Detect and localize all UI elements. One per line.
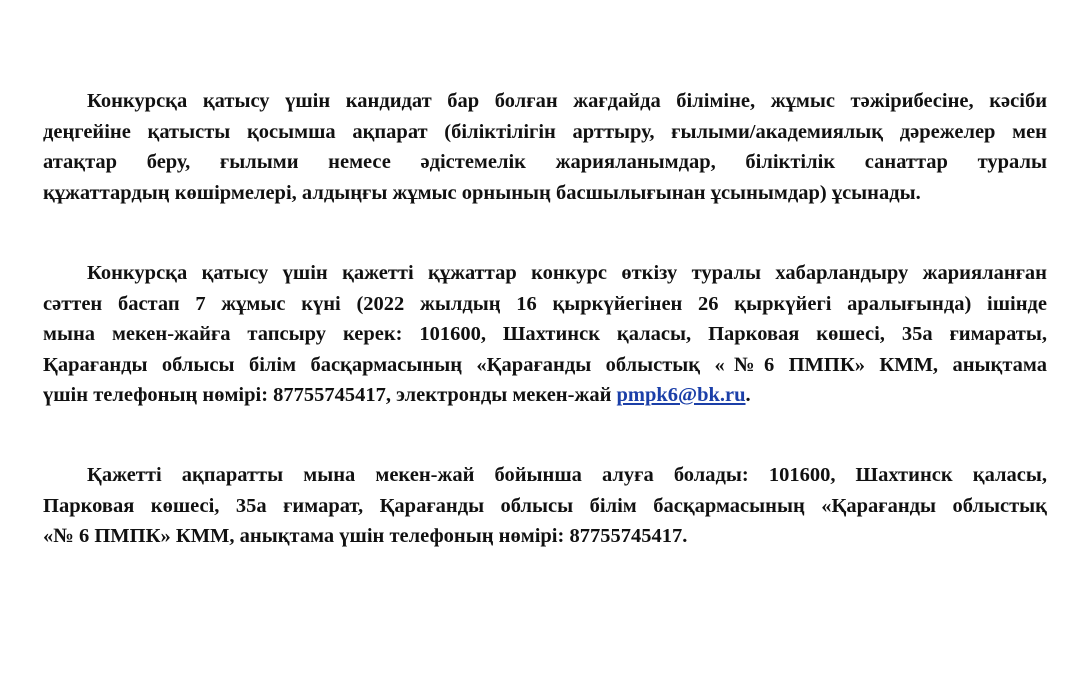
text-line: Қарағанды облысы білім басқармасының «Қарағанды облыстық «№6 ПМПК» КММ, анықтама — [43, 353, 1047, 376]
text-line: Конкурсқа қатысу үшін кандидат бар болған жағдайда біліміне, жұмыс тәжірибесіне, кәсіби — [87, 90, 1047, 112]
text-line: Қажетті ақпаратты мына мекен-жай бойынша алуға болады: 101600, Шахтинск қаласы, — [87, 464, 1047, 486]
text-line: сәттен бастап 7 жұмыс күні (2022 жылдың 16 қыркүйегінен 26 қыркүйегі аралығында) ішінде — [43, 292, 1047, 315]
paragraph-application-info — [43, 86, 1047, 208]
text-line: мына мекен-жайға тапсыру керек: 101600, Шахтинск қаласы, Парковая көшесі, 35а ғимараты, — [43, 323, 1047, 345]
paragraph-submission-info — [43, 258, 1047, 411]
contact-text: үшін телефоның нөмірі: 87755745417, электронды мекен-жай — [43, 384, 617, 406]
text-line: атақтар беру, ғылыми немесе әдістемелік жарияланымдар, біліктілік санаттар туралы — [43, 151, 1047, 173]
text-line: Парковая көшесі, 35а ғимарат, Қарағанды облысы білім басқармасының «Қарағанды облыстық — [43, 494, 1047, 517]
text-line: деңгейіне қатысты қосымша ақпарат (біліктілігін арттыру, ғылыми/академиялық дәрежелер мен — [43, 120, 1047, 143]
text-line: «№ 6 ПМПК» КММ, анықтама үшін телефоның нөмірі: 87755745417. — [43, 525, 688, 547]
text-line: құжаттардың көшірмелері, алдыңғы жұмыс орнының басшылығынан ұсынымдар) ұсынады. — [43, 181, 921, 204]
paragraph-contact-info — [43, 460, 1047, 552]
text-line-with-email — [43, 380, 1047, 411]
text-line: Конкурсқа қатысу үшін қажетті құжаттар конкурс өткізу туралы хабарландыру жарияланған — [87, 262, 1047, 284]
sentence-end: . — [745, 384, 751, 406]
email-link[interactable]: pmpk6@bk.ru — [616, 384, 746, 406]
